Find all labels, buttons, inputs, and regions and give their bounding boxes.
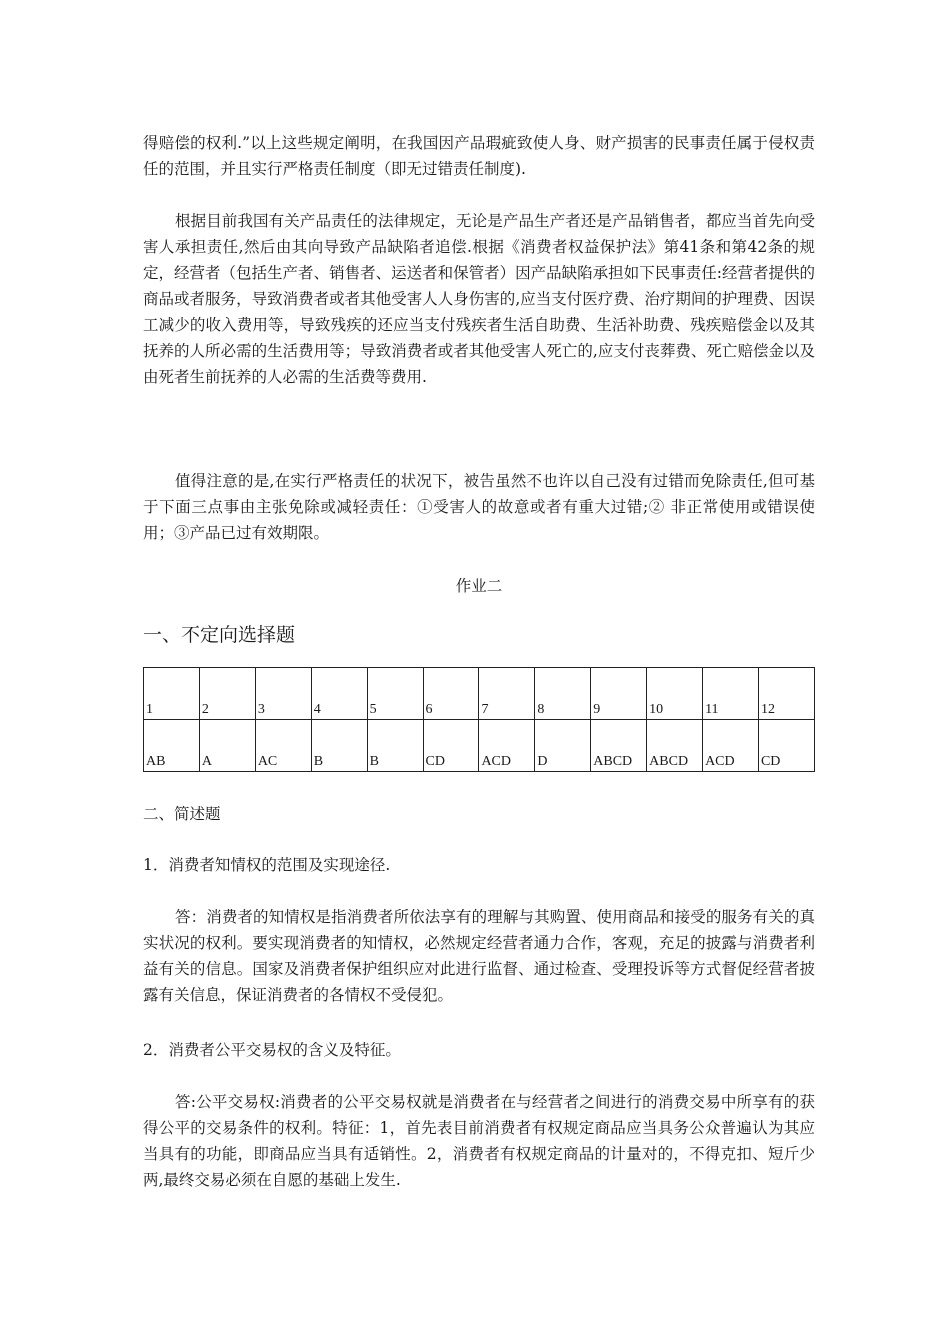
answer-cell: CD: [423, 720, 479, 772]
question-number-cell: 1: [144, 668, 200, 720]
answer-cell: B: [311, 720, 367, 772]
section-short-answer-title: 二、简述题: [143, 805, 221, 823]
question-number-cell: 10: [647, 668, 703, 720]
question-number-cell: 12: [758, 668, 814, 720]
answer-cell: CD: [758, 720, 814, 772]
paragraph-liability-intro: 得赔偿的权利.”以上这些规定阐明，在我国因产品瑕疵致使人身、财产损害的民事责任属于侵权责任的范围，并且实行严格责任制度（即无过错责任制度).: [143, 134, 815, 178]
answer-cell: ACD: [703, 720, 759, 772]
answer-cell: AB: [144, 720, 200, 772]
question-number-cell: 3: [255, 668, 311, 720]
answer-2: 答:公平交易权:消费者的公平交易权就是消费者在与经营者之间进行的消费交易中所享有的获得公平的交易条件的权利。特征：1，首先表目前消费者有权规定商品应当具务公众普遍认为其应当具有的功能，即商品应当具有适销性。2，消费者有权规定商品的计量对的，不得克扣、短斤少两,最终交易必须在自愿的基础上发生.: [143, 1093, 815, 1189]
paragraph-product-liability: 根据目前我国有关产品责任的法律规定，无论是产品生产者还是产品销售者，都应当首先向受害人承担责任,然后由其向导致产品缺陷者追偿.根据《消费者权益保护法》第41条和第42条的规定，经营者（包括生产者、销售者、运送者和保管者）因产品缺陷承担如下民事责任:经营者提供的商品或者服务，导致消费者或者其他受害人人身伤害的,应当支付医疗费、治疗期间的护理费、因误工减少的收入费用等，导致残疾的还应当支付残疾者生活自助费、生活补助费、残疾赔偿金以及其抚养的人所必需的生活费用等；导致消费者或者其他受害人死亡的,应支付丧葬费、死亡赔偿金以及由死者生前抚养的人必需的生活费等费用.: [143, 212, 815, 386]
answer-1: 答：消费者的知情权是指消费者所依法享有的理解与其购置、使用商品和接受的服务有关的真实状况的权利。要实现消费者的知情权，必然规定经营者通力合作，客观，充足的披露与消费者利益有关的信息。国家及消费者保护组织应对此进行监督、通过检查、受理投诉等方式督促经营者披露有关信息，保证消费者的各情权不受侵犯。: [143, 908, 815, 1004]
question-number-cell: 8: [535, 668, 591, 720]
question-number-cell: 6: [423, 668, 479, 720]
question-number-cell: 11: [703, 668, 759, 720]
question-number-cell: 5: [367, 668, 423, 720]
question-1: 1．消费者知情权的范围及实现途径.: [143, 856, 391, 874]
question-number-cell: 2: [199, 668, 255, 720]
answer-table: [143, 667, 815, 772]
answer-cell: A: [199, 720, 255, 772]
answer-cell: AC: [255, 720, 311, 772]
question-2: 2．消费者公平交易权的含义及特征。: [143, 1041, 401, 1059]
answer-cell: B: [367, 720, 423, 772]
question-number-cell: 4: [311, 668, 367, 720]
answer-cell: ABCD: [647, 720, 703, 772]
answer-cell: D: [535, 720, 591, 772]
question-number-cell: 9: [591, 668, 647, 720]
section-multiple-choice-title: 一、不定向选择题: [143, 624, 296, 646]
question-number-cell: 7: [479, 668, 535, 720]
answer-cell: ACD: [479, 720, 535, 772]
table-row-numbers: [144, 668, 815, 720]
assignment-title: 作业二: [455, 577, 503, 595]
table-row-answers: [144, 720, 815, 772]
answer-cell: ABCD: [591, 720, 647, 772]
paragraph-exemption: 值得注意的是,在实行严格责任的状况下，被告虽然不也许以自己没有过错而免除责任,但可基于下面三点事由主张免除或减轻责任：①受害人的故意或者有重大过错;② 非正常使用或错误使用；③产品已过有效期限。: [143, 472, 815, 542]
